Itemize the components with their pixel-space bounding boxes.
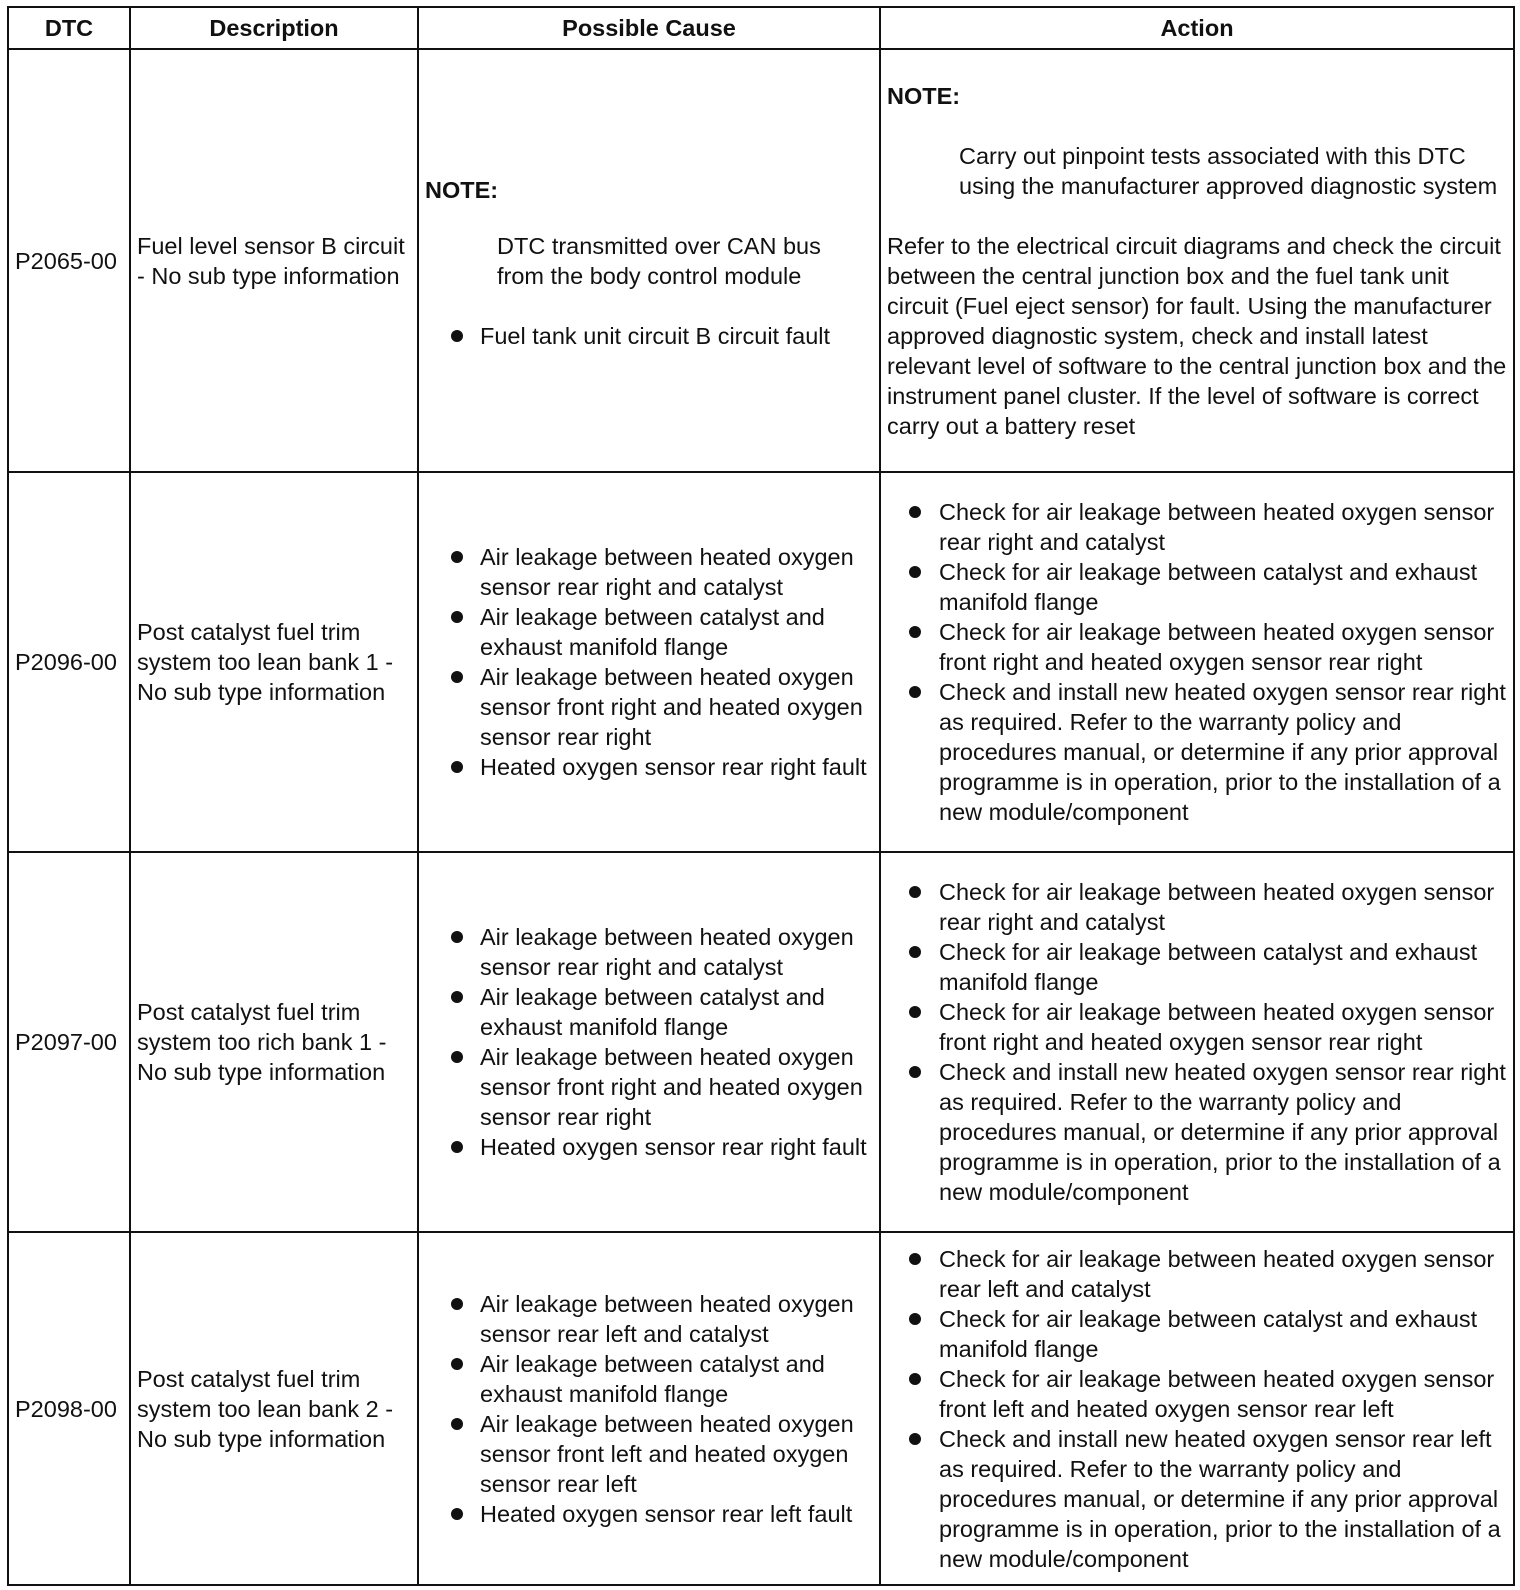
dtc-code: P2096-00 [8, 472, 130, 852]
bullet-icon [909, 946, 921, 958]
list-item [425, 662, 873, 752]
note-text: DTC transmitted over CAN bus from the body control module [497, 232, 821, 289]
bullet-icon [451, 761, 463, 773]
bullet-icon [451, 931, 463, 943]
action-cell [880, 1232, 1514, 1585]
list-item [425, 1132, 873, 1162]
cause-text: Air leakage between catalyst and exhaust manifold flange [480, 604, 825, 660]
dtc-code: P2098-00 [8, 1232, 130, 1585]
table-row [8, 472, 1514, 852]
action-text: Check for air leakage between heated oxygen sensor rear left and catalyst [939, 1245, 1495, 1302]
action-text: Check for air leakage between catalyst and exhaust manifold flange [939, 559, 1478, 615]
cause-text: Air leakage between heated oxygen sensor front left and heated oxygen sensor rear left [480, 1410, 854, 1497]
action-list [887, 877, 1507, 1207]
list-item [425, 1042, 873, 1132]
list-item [887, 877, 1507, 937]
table-row [8, 852, 1514, 1232]
bullet-icon [451, 991, 463, 1003]
bullet-icon [451, 1051, 463, 1063]
bullet-icon [451, 1358, 463, 1370]
bullet-icon [451, 551, 463, 563]
table-row [8, 1232, 1514, 1585]
action-text: Check for air leakage between catalyst and exhaust manifold flange [939, 939, 1478, 995]
action-text: Check for air leakage between heated oxygen sensor front left and heated oxygen sensor rear left [939, 1365, 1495, 1422]
possible-cause-cell [418, 852, 880, 1232]
action-text: Check for air leakage between heated oxygen sensor front right and heated oxygen sensor rear right [939, 619, 1495, 675]
header-dtc: DTC [8, 7, 130, 49]
action-text: Check for air leakage between heated oxygen sensor rear right and catalyst [939, 499, 1495, 555]
bullet-icon [909, 886, 921, 898]
bullet-icon [909, 1066, 921, 1078]
bullet-icon [451, 671, 463, 683]
list-item [887, 617, 1507, 677]
dtc-table [7, 6, 1515, 1586]
bullet-icon [909, 686, 921, 698]
list-item [887, 557, 1507, 617]
action-text: Check for air leakage between heated oxygen sensor front right and heated oxygen sensor rear right [939, 999, 1495, 1055]
cause-text: Air leakage between catalyst and exhaust manifold flange [480, 1350, 825, 1407]
dtc-description: Post catalyst fuel trim system too lean bank 2 - No sub type information [130, 1232, 418, 1585]
action-text: Check and install new heated oxygen sensor rear right as required. Refer to the warranty policy and procedures manual, or determine if any prior approval programme is in operation, prior to the installation of a new module/component [939, 1059, 1506, 1205]
cause-text: Heated oxygen sensor rear right fault [480, 1134, 867, 1160]
bullet-icon [451, 1141, 463, 1153]
action-cell [880, 472, 1514, 852]
list-item [887, 937, 1507, 997]
list-item [887, 1304, 1507, 1364]
bullet-icon [909, 506, 921, 518]
dtc-description: Post catalyst fuel trim system too rich bank 1 - No sub type information [130, 852, 418, 1232]
header-row [8, 7, 1514, 49]
dtc-description: Fuel level sensor B circuit - No sub type information [130, 49, 418, 472]
bullet-icon [451, 330, 463, 342]
action-cell [880, 852, 1514, 1232]
cause-text: Air leakage between catalyst and exhaust manifold flange [480, 984, 825, 1040]
list-item [425, 1349, 873, 1409]
cause-list [425, 542, 873, 782]
action-text: Check and install new heated oxygen sensor rear right as required. Refer to the warranty policy and procedures manual, or determine if any prior approval programme is in operation, prior to the installation of a new module/component [939, 679, 1506, 825]
action-cell [880, 49, 1514, 472]
header-description: Description [130, 7, 418, 49]
list-item [887, 1424, 1507, 1574]
note-label: NOTE: [887, 82, 961, 109]
action-text: Check and install new heated oxygen sensor rear left as required. Refer to the warranty policy and procedures manual, or determine if any prior approval programme is in operation, prior to the installation of a new module/component [939, 1425, 1501, 1572]
dtc-code: P2097-00 [8, 852, 130, 1232]
action-text: Check for air leakage between catalyst and exhaust manifold flange [939, 1305, 1478, 1362]
header-action: Action [880, 7, 1514, 49]
action-list [887, 1244, 1507, 1574]
possible-cause-cell [418, 472, 880, 852]
note-text: Carry out pinpoint tests associated with this DTC using the manufacturer approved diagnostic system [959, 142, 1498, 199]
bullet-icon [909, 1433, 921, 1445]
cause-text: Air leakage between heated oxygen sensor rear right and catalyst [480, 544, 854, 600]
possible-cause-cell [418, 49, 880, 472]
cause-list [425, 321, 873, 351]
bullet-icon [909, 626, 921, 638]
list-item [425, 1409, 873, 1499]
list-item [425, 922, 873, 982]
bullet-icon [451, 1508, 463, 1520]
bullet-icon [909, 1006, 921, 1018]
bullet-icon [909, 1253, 921, 1265]
list-item [887, 1057, 1507, 1207]
note-label: NOTE: [425, 176, 499, 203]
cause-list [425, 922, 873, 1162]
list-item [425, 602, 873, 662]
bullet-icon [451, 611, 463, 623]
cause-text: Fuel tank unit circuit B circuit fault [480, 322, 831, 349]
list-item [887, 1244, 1507, 1304]
dtc-code: P2065-00 [8, 49, 130, 472]
cause-text: Air leakage between heated oxygen sensor rear right and catalyst [480, 924, 854, 980]
possible-cause-cell [418, 1232, 880, 1585]
list-item [425, 982, 873, 1042]
list-item [425, 542, 873, 602]
action-list [887, 497, 1507, 827]
table-row [8, 49, 1514, 472]
cause-list [425, 1289, 873, 1529]
list-item [425, 1289, 873, 1349]
list-item [425, 752, 873, 782]
cause-text: Air leakage between heated oxygen sensor front right and heated oxygen sensor rear right [480, 1044, 863, 1130]
bullet-icon [909, 1373, 921, 1385]
list-item [887, 997, 1507, 1057]
cause-text: Heated oxygen sensor rear left fault [480, 1500, 853, 1527]
list-item [425, 321, 873, 351]
action-text: Refer to the electrical circuit diagrams and check the circuit between the central junction box and the fuel tank unit circuit (Fuel eject sensor) for fault. Using the manufacturer approved diagnostic system, check and install latest relevant level of software to the central junction box and the instrument panel cluster. If the level of software is correct carry out a battery reset [887, 232, 1507, 439]
cause-text: Heated oxygen sensor rear right fault [480, 754, 867, 780]
list-item [425, 1499, 873, 1529]
cause-text: Air leakage between heated oxygen sensor front right and heated oxygen sensor rear right [480, 664, 863, 750]
list-item [887, 1364, 1507, 1424]
bullet-icon [451, 1418, 463, 1430]
cause-text: Air leakage between heated oxygen sensor rear left and catalyst [480, 1290, 854, 1347]
bullet-icon [451, 1298, 463, 1310]
bullet-icon [909, 1313, 921, 1325]
dtc-description: Post catalyst fuel trim system too lean bank 1 - No sub type information [130, 472, 418, 852]
bullet-icon [909, 566, 921, 578]
list-item [887, 497, 1507, 557]
action-text: Check for air leakage between heated oxygen sensor rear right and catalyst [939, 879, 1495, 935]
list-item [887, 677, 1507, 827]
header-possible-cause: Possible Cause [418, 7, 880, 49]
